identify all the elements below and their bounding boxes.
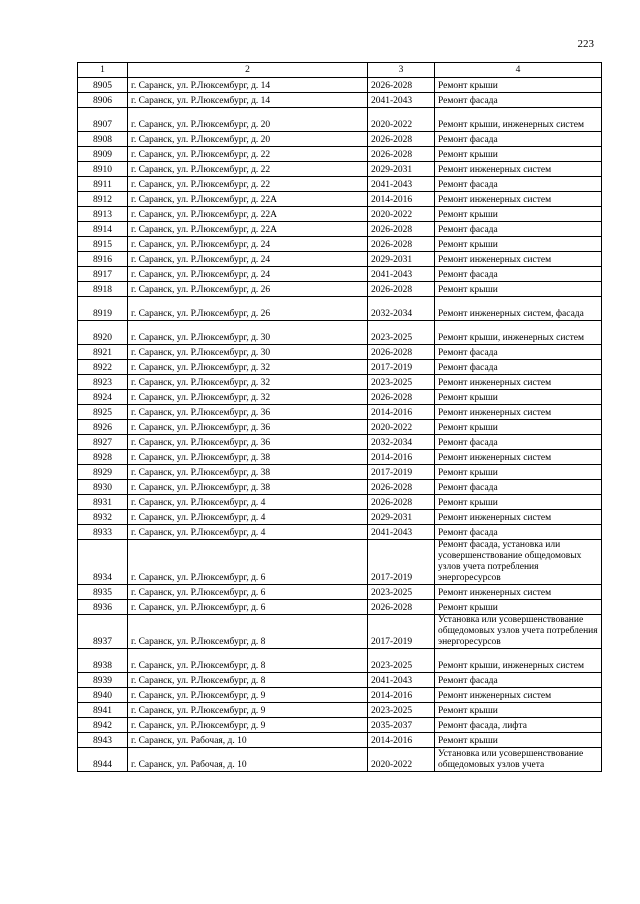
table-row <box>78 748 602 772</box>
row-number: 8930 <box>78 480 128 495</box>
table-row <box>78 585 602 600</box>
row-address: г. Саранск, ул. Р.Люксембург, д. 4 <box>128 495 368 510</box>
row-address: г. Саранск, ул. Р.Люксембург, д. 14 <box>128 78 368 93</box>
row-number: 8928 <box>78 450 128 465</box>
row-period: 2041-2043 <box>368 673 435 688</box>
row-period: 2017-2019 <box>368 360 435 375</box>
table-header-row <box>78 63 602 78</box>
row-number: 8929 <box>78 465 128 480</box>
row-address: г. Саранск, ул. Р.Люксембург, д. 36 <box>128 405 368 420</box>
row-work-type: Ремонт инженерных систем <box>435 585 602 600</box>
row-address: г. Саранск, ул. Р.Люксембург, д. 26 <box>128 297 368 321</box>
row-period: 2029-2031 <box>368 510 435 525</box>
row-number: 8926 <box>78 420 128 435</box>
row-number: 8939 <box>78 673 128 688</box>
row-number: 8938 <box>78 649 128 673</box>
row-address: г. Саранск, ул. Р.Люксембург, д. 9 <box>128 718 368 733</box>
row-work-type: Ремонт фасада <box>435 132 602 147</box>
table-row <box>78 718 602 733</box>
row-number: 8932 <box>78 510 128 525</box>
row-work-type: Ремонт инженерных систем <box>435 688 602 703</box>
row-address: г. Саранск, ул. Р.Люксембург, д. 22 <box>128 177 368 192</box>
row-address: г. Саранск, ул. Р.Люксембург, д. 30 <box>128 321 368 345</box>
row-work-type: Ремонт фасада <box>435 435 602 450</box>
table-row <box>78 108 602 132</box>
row-work-type: Ремонт инженерных систем <box>435 375 602 390</box>
table-row <box>78 733 602 748</box>
row-period: 2014-2016 <box>368 733 435 748</box>
table-row <box>78 237 602 252</box>
row-period: 2035-2037 <box>368 718 435 733</box>
row-address: г. Саранск, ул. Р.Люксембург, д. 6 <box>128 585 368 600</box>
row-period: 2014-2016 <box>368 192 435 207</box>
row-number: 8921 <box>78 345 128 360</box>
row-work-type: Ремонт крыши <box>435 282 602 297</box>
row-number: 8933 <box>78 525 128 540</box>
row-period: 2023-2025 <box>368 703 435 718</box>
table-row <box>78 252 602 267</box>
row-work-type: Установка или усовершенствование общедомовых узлов учета <box>435 748 602 772</box>
row-period: 2026-2028 <box>368 480 435 495</box>
row-work-type: Ремонт инженерных систем <box>435 192 602 207</box>
table-row <box>78 540 602 585</box>
row-period: 2014-2016 <box>368 405 435 420</box>
row-number: 8942 <box>78 718 128 733</box>
row-work-type: Ремонт фасада <box>435 480 602 495</box>
row-period: 2017-2019 <box>368 540 435 585</box>
row-work-type: Ремонт крыши <box>435 237 602 252</box>
table-row <box>78 93 602 108</box>
row-address: г. Саранск, ул. Р.Люксембург, д. 8 <box>128 649 368 673</box>
row-address: г. Саранск, ул. Р.Люксембург, д. 8 <box>128 615 368 649</box>
row-work-type: Ремонт инженерных систем <box>435 252 602 267</box>
row-address: г. Саранск, ул. Р.Люксембург, д. 22 <box>128 162 368 177</box>
row-period: 2041-2043 <box>368 93 435 108</box>
row-address: г. Саранск, ул. Р.Люксембург, д. 8 <box>128 673 368 688</box>
row-address: г. Саранск, ул. Р.Люксембург, д. 20 <box>128 132 368 147</box>
row-period: 2023-2025 <box>368 375 435 390</box>
row-number: 8913 <box>78 207 128 222</box>
row-address: г. Саранск, ул. Р.Люксембург, д. 32 <box>128 375 368 390</box>
row-number: 8905 <box>78 78 128 93</box>
row-work-type: Ремонт крыши <box>435 420 602 435</box>
row-work-type: Ремонт фасада <box>435 93 602 108</box>
row-number: 8920 <box>78 321 128 345</box>
row-address: г. Саранск, ул. Р.Люксембург, д. 24 <box>128 252 368 267</box>
row-number: 8916 <box>78 252 128 267</box>
row-number: 8944 <box>78 748 128 772</box>
row-work-type: Ремонт крыши <box>435 207 602 222</box>
row-work-type: Ремонт крыши <box>435 600 602 615</box>
row-period: 2017-2019 <box>368 465 435 480</box>
row-number: 8917 <box>78 267 128 282</box>
row-address: г. Саранск, ул. Рабочая, д. 10 <box>128 748 368 772</box>
row-work-type: Ремонт фасада <box>435 267 602 282</box>
table-row <box>78 465 602 480</box>
table-body <box>78 78 602 772</box>
row-work-type: Ремонт крыши, инженерных систем <box>435 649 602 673</box>
row-period: 2026-2028 <box>368 282 435 297</box>
row-number: 8915 <box>78 237 128 252</box>
row-period: 2032-2034 <box>368 297 435 321</box>
row-number: 8909 <box>78 147 128 162</box>
row-number: 8919 <box>78 297 128 321</box>
row-address: г. Саранск, ул. Р.Люксембург, д. 14 <box>128 93 368 108</box>
row-work-type: Ремонт фасада <box>435 222 602 237</box>
row-period: 2026-2028 <box>368 600 435 615</box>
row-period: 2020-2022 <box>368 748 435 772</box>
table-row <box>78 435 602 450</box>
row-period: 2014-2016 <box>368 450 435 465</box>
row-number: 8924 <box>78 390 128 405</box>
table-row <box>78 222 602 237</box>
table-row <box>78 495 602 510</box>
row-number: 8934 <box>78 540 128 585</box>
row-work-type: Ремонт крыши <box>435 390 602 405</box>
row-period: 2020-2022 <box>368 420 435 435</box>
table-row <box>78 321 602 345</box>
table-row <box>78 615 602 649</box>
row-number: 8911 <box>78 177 128 192</box>
row-work-type: Ремонт фасада, лифта <box>435 718 602 733</box>
row-address: г. Саранск, ул. Р.Люксембург, д. 24 <box>128 267 368 282</box>
row-work-type: Ремонт крыши <box>435 495 602 510</box>
row-work-type: Ремонт крыши <box>435 147 602 162</box>
table-row <box>78 600 602 615</box>
row-number: 8908 <box>78 132 128 147</box>
row-work-type: Ремонт крыши <box>435 703 602 718</box>
row-work-type: Ремонт инженерных систем <box>435 510 602 525</box>
row-work-type: Ремонт фасада <box>435 177 602 192</box>
row-work-type: Установка или усовершенствование общедомовых узлов учета потребления энергоресурсов <box>435 615 602 649</box>
table-row <box>78 177 602 192</box>
row-period: 2029-2031 <box>368 252 435 267</box>
row-number: 8936 <box>78 600 128 615</box>
row-period: 2026-2028 <box>368 495 435 510</box>
row-work-type: Ремонт крыши <box>435 78 602 93</box>
table-row <box>78 267 602 282</box>
row-address: г. Саранск, ул. Р.Люксембург, д. 22А <box>128 192 368 207</box>
row-address: г. Саранск, ул. Р.Люксембург, д. 26 <box>128 282 368 297</box>
row-work-type: Ремонт фасада <box>435 525 602 540</box>
table-row <box>78 162 602 177</box>
row-address: г. Саранск, ул. Р.Люксембург, д. 22А <box>128 207 368 222</box>
row-period: 2029-2031 <box>368 162 435 177</box>
row-number: 8910 <box>78 162 128 177</box>
table-row <box>78 405 602 420</box>
table-row <box>78 649 602 673</box>
row-work-type: Ремонт крыши <box>435 733 602 748</box>
table-row <box>78 282 602 297</box>
repair-schedule-table <box>77 62 602 772</box>
row-number: 8907 <box>78 108 128 132</box>
row-address: г. Саранск, ул. Р.Люксембург, д. 4 <box>128 510 368 525</box>
row-work-type: Ремонт инженерных систем, фасада <box>435 297 602 321</box>
row-period: 2026-2028 <box>368 345 435 360</box>
row-period: 2026-2028 <box>368 390 435 405</box>
row-address: г. Саранск, ул. Р.Люксембург, д. 6 <box>128 540 368 585</box>
row-period: 2020-2022 <box>368 207 435 222</box>
row-period: 2041-2043 <box>368 267 435 282</box>
row-number: 8937 <box>78 615 128 649</box>
row-period: 2023-2025 <box>368 585 435 600</box>
row-number: 8935 <box>78 585 128 600</box>
column-header-4: 4 <box>435 63 602 78</box>
row-period: 2032-2034 <box>368 435 435 450</box>
row-address: г. Саранск, ул. Р.Люксембург, д. 6 <box>128 600 368 615</box>
row-number: 8912 <box>78 192 128 207</box>
table-row <box>78 345 602 360</box>
row-address: г. Саранск, ул. Р.Люксембург, д. 36 <box>128 420 368 435</box>
row-work-type: Ремонт инженерных систем <box>435 405 602 420</box>
row-number: 8923 <box>78 375 128 390</box>
table-row <box>78 525 602 540</box>
row-work-type: Ремонт инженерных систем <box>435 450 602 465</box>
row-address: г. Саранск, ул. Р.Люксембург, д. 20 <box>128 108 368 132</box>
row-number: 8941 <box>78 703 128 718</box>
row-address: г. Саранск, ул. Р.Люксембург, д. 24 <box>128 237 368 252</box>
row-work-type: Ремонт инженерных систем <box>435 162 602 177</box>
row-address: г. Саранск, ул. Р.Люксембург, д. 30 <box>128 345 368 360</box>
row-period: 2017-2019 <box>368 615 435 649</box>
row-period: 2026-2028 <box>368 132 435 147</box>
row-number: 8931 <box>78 495 128 510</box>
row-address: г. Саранск, ул. Р.Люксембург, д. 4 <box>128 525 368 540</box>
row-number: 8943 <box>78 733 128 748</box>
table-row <box>78 510 602 525</box>
table-row <box>78 297 602 321</box>
table-row <box>78 78 602 93</box>
table-row <box>78 673 602 688</box>
row-number: 8918 <box>78 282 128 297</box>
row-address: г. Саранск, ул. Р.Люксембург, д. 9 <box>128 703 368 718</box>
row-period: 2023-2025 <box>368 321 435 345</box>
column-header-3: 3 <box>368 63 435 78</box>
row-address: г. Саранск, ул. Р.Люксембург, д. 22 <box>128 147 368 162</box>
row-work-type: Ремонт крыши <box>435 465 602 480</box>
row-period: 2041-2043 <box>368 525 435 540</box>
row-address: г. Саранск, ул. Р.Люксембург, д. 38 <box>128 450 368 465</box>
table-row <box>78 147 602 162</box>
table-row <box>78 390 602 405</box>
page-number: 223 <box>577 38 594 50</box>
row-number: 8906 <box>78 93 128 108</box>
row-number: 8922 <box>78 360 128 375</box>
row-period: 2023-2025 <box>368 649 435 673</box>
row-number: 8940 <box>78 688 128 703</box>
table-row <box>78 375 602 390</box>
row-address: г. Саранск, ул. Р.Люксембург, д. 22А <box>128 222 368 237</box>
row-number: 8914 <box>78 222 128 237</box>
column-header-2: 2 <box>128 63 368 78</box>
row-period: 2014-2016 <box>368 688 435 703</box>
row-address: г. Саранск, ул. Р.Люксембург, д. 38 <box>128 465 368 480</box>
table-row <box>78 207 602 222</box>
row-address: г. Саранск, ул. Р.Люксембург, д. 38 <box>128 480 368 495</box>
table-row <box>78 703 602 718</box>
row-work-type: Ремонт крыши, инженерных систем <box>435 108 602 132</box>
row-address: г. Саранск, ул. Р.Люксембург, д. 9 <box>128 688 368 703</box>
table-row <box>78 420 602 435</box>
row-period: 2026-2028 <box>368 78 435 93</box>
row-period: 2026-2028 <box>368 147 435 162</box>
row-work-type: Ремонт фасада <box>435 673 602 688</box>
row-number: 8927 <box>78 435 128 450</box>
table-row <box>78 132 602 147</box>
table-row <box>78 688 602 703</box>
row-period: 2026-2028 <box>368 222 435 237</box>
row-address: г. Саранск, ул. Рабочая, д. 10 <box>128 733 368 748</box>
table-row <box>78 192 602 207</box>
row-work-type: Ремонт крыши, инженерных систем <box>435 321 602 345</box>
row-work-type: Ремонт фасада <box>435 360 602 375</box>
row-address: г. Саранск, ул. Р.Люксембург, д. 32 <box>128 390 368 405</box>
row-address: г. Саранск, ул. Р.Люксембург, д. 36 <box>128 435 368 450</box>
row-work-type: Ремонт фасада <box>435 345 602 360</box>
table-row <box>78 450 602 465</box>
row-period: 2026-2028 <box>368 237 435 252</box>
table-row <box>78 360 602 375</box>
row-period: 2041-2043 <box>368 177 435 192</box>
row-work-type: Ремонт фасада, установка или усовершенствование общедомовых узлов учета потребления энергоресурсов <box>435 540 602 585</box>
column-header-1: 1 <box>78 63 128 78</box>
row-number: 8925 <box>78 405 128 420</box>
row-period: 2020-2022 <box>368 108 435 132</box>
row-address: г. Саранск, ул. Р.Люксембург, д. 32 <box>128 360 368 375</box>
table-row <box>78 480 602 495</box>
